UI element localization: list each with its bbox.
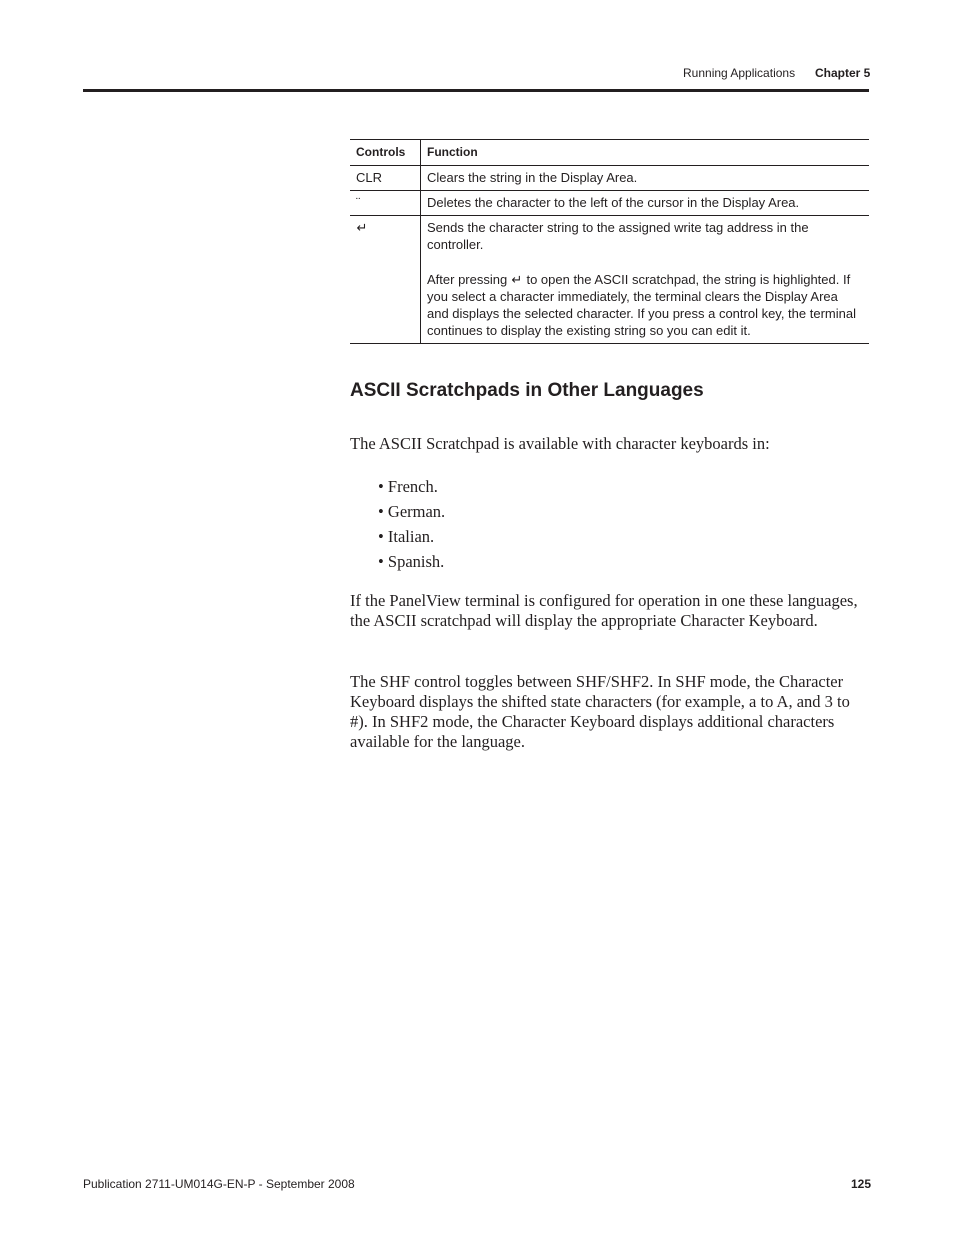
control-cell: CLR	[350, 166, 421, 191]
list-item: • French.	[378, 474, 445, 499]
column-header-function: Function	[421, 140, 870, 166]
enter-key-icon: ↵	[356, 220, 368, 235]
running-header-section: Running Applications	[683, 66, 796, 80]
note-text-before: After pressing	[427, 272, 508, 287]
footer-publication: Publication 2711-UM014G-EN-P - September 2008	[83, 1177, 355, 1191]
body-paragraph: The SHF control toggles between SHF/SHF2. In SHF mode, the Character Keyboard displays the shifted state characters (for example, a to A, and 3 to #). In SHF2 mode, the Character Keyboard displays additional characters available for the language.	[350, 672, 850, 751]
section-heading: ASCII Scratchpads in Other Languages	[350, 380, 704, 401]
intro-paragraph: The ASCII Scratchpad is available with character keyboards in:	[350, 434, 770, 453]
table-header-row	[350, 140, 869, 166]
function-cell: Deletes the character to the left of the cursor in the Display Area.	[421, 191, 870, 216]
table-row	[350, 216, 869, 344]
table-row	[350, 166, 869, 191]
list-item: • Spanish.	[378, 549, 445, 574]
table-row	[350, 191, 869, 216]
function-cell: Clears the string in the Display Area.	[421, 166, 870, 191]
controls-table	[350, 139, 869, 344]
list-item: • Italian.	[378, 524, 445, 549]
function-note	[427, 271, 863, 339]
function-text: Sends the character string to the assigned write tag address in the controller.	[427, 220, 809, 252]
list-item: • German.	[378, 499, 445, 524]
control-cell: ¨	[350, 191, 421, 216]
function-cell	[421, 216, 870, 344]
control-cell	[350, 216, 421, 344]
page-number: 125	[851, 1177, 872, 1191]
header-rule	[83, 89, 869, 92]
running-header-chapter: Chapter 5	[815, 66, 871, 80]
enter-key-icon: ↵	[511, 272, 523, 287]
note-text-after: to open the ASCII scratchpad, the string is highlighted. If you select a character immediately, the terminal clears the Display Area and displays the selected character. If you press a control key, the terminal continues to display the existing string so you can edit it.	[427, 272, 856, 338]
column-header-controls: Controls	[350, 140, 421, 166]
language-list	[378, 474, 445, 574]
body-paragraph: If the PanelView terminal is configured for operation in one these languages, the ASCII scratchpad will display the appropriate Character Keyboard.	[350, 591, 858, 630]
